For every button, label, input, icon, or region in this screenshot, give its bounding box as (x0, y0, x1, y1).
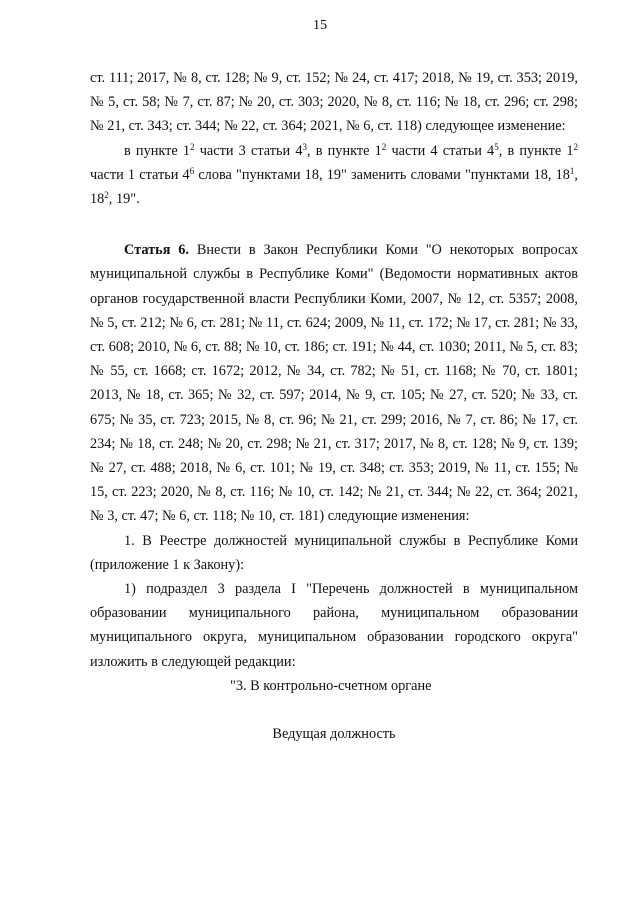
amendment-text: , 19". (108, 191, 140, 208)
amendment-text: части 4 статьи 4 (386, 142, 495, 159)
amendment-text: , 18 (90, 166, 578, 208)
amendment-text: , в пункте 1 (306, 142, 382, 159)
position-heading: Ведущая должность (272, 726, 396, 743)
paragraph-amendment (90, 139, 578, 212)
quote-heading: "3. В контрольно-счетном органе (230, 677, 432, 694)
superscript: 2 (573, 141, 579, 152)
article-text: Внести в Закон Республики Коми "О некоторых вопросах муниципальной службы в Республике Коми" (Ведомости нормативных актов органов государственной власти Республики Коми, 2007, № 12, ст. 5357; 2008, № 5, ст. 212; № 6, ст. 281; № 11, ст. 624; 2009, № 11, ст. 172; № 17, ст. 281; № 33, ст. 608; 2010, № 6, ст. 88; № 10, ст. 186; ст. 191; № 44, ст. 1030; 2011, № 5, ст. 83; № 55, ст. 1668; ст. 1672; 2012, № 34, ст. 782; № 51, ст. 1168; № 70, ст. 1801; 2013, № 18, ст. 365; № 32, ст. 597; 2014, № 9, ст. 105; № 27, ст. 520; № 33, ст. 675; № 35, ст. 723; 2015, № 8, ст. 96; № 21, ст. 299; 2016, № 7, ст. 86; № 17, ст. 234; № 18, ст. 248; № 20, ст. 298; № 21, ст. 317; 2017, № 8, ст. 128; № 9, ст. 139; № 27, ст. 488; 2018, № 6, ст. 101; № 19, ст. 348; ст. 353; 2019, № 11, ст. 155; № 15, ст. 223; 2020, № 8, ст. 116; № 10, ст. 142; № 21, ст. 344; № 22, ст. 364; 2021, № 3, ст. 47; № 6, ст. 118; № 10, ст. 181) следующие изменения: (90, 242, 578, 525)
superscript: 6 (189, 165, 195, 176)
paragraph-article-6 (90, 238, 578, 528)
document-body (90, 66, 578, 746)
amendment-text: в пункте 1 (124, 142, 191, 159)
amendment-text: слова "пунктами 18, 19" заменить словами "пунктами 18, 18 (194, 166, 570, 183)
amendment-text: , в пункте 1 (498, 142, 574, 159)
paragraph-subitem-1: 1) подраздел 3 раздела I "Перечень должностей в муниципальном образовании муниципального района, муниципальном образовании муниципального округа, муниципальном образовании городского округа" изложить в следующей редакции: (90, 581, 578, 670)
article-title: Статья 6. (124, 242, 190, 259)
superscript: 3 (302, 141, 307, 152)
paragraph-citation-continuation: ст. 111; 2017, № 8, ст. 128; № 9, ст. 152; № 24, ст. 417; 2018, № 19, ст. 353; 2019, № 5, ст. 58; № 7, ст. 87; № 20, ст. 303; 2020, № 8, ст. 116; № 18, ст. 296; ст. 298; № 21, ст. 343; ст. 344; № 22, ст. 364; 2021, № 6, ст. 118) следующее изменение: (90, 70, 578, 135)
paragraph-item-1: 1. В Реестре должностей муниципальной службы в Республике Коми (приложение 1 к Закону): (90, 532, 578, 573)
superscript: 5 (494, 141, 499, 152)
amendment-text: части 3 статьи 4 (194, 142, 303, 159)
page-number: 15 (313, 18, 327, 33)
superscript: 2 (190, 141, 195, 152)
superscript: 2 (381, 141, 387, 152)
superscript: 1 (569, 165, 575, 176)
amendment-text: части 1 статьи 4 (90, 166, 190, 183)
superscript: 2 (104, 190, 109, 201)
